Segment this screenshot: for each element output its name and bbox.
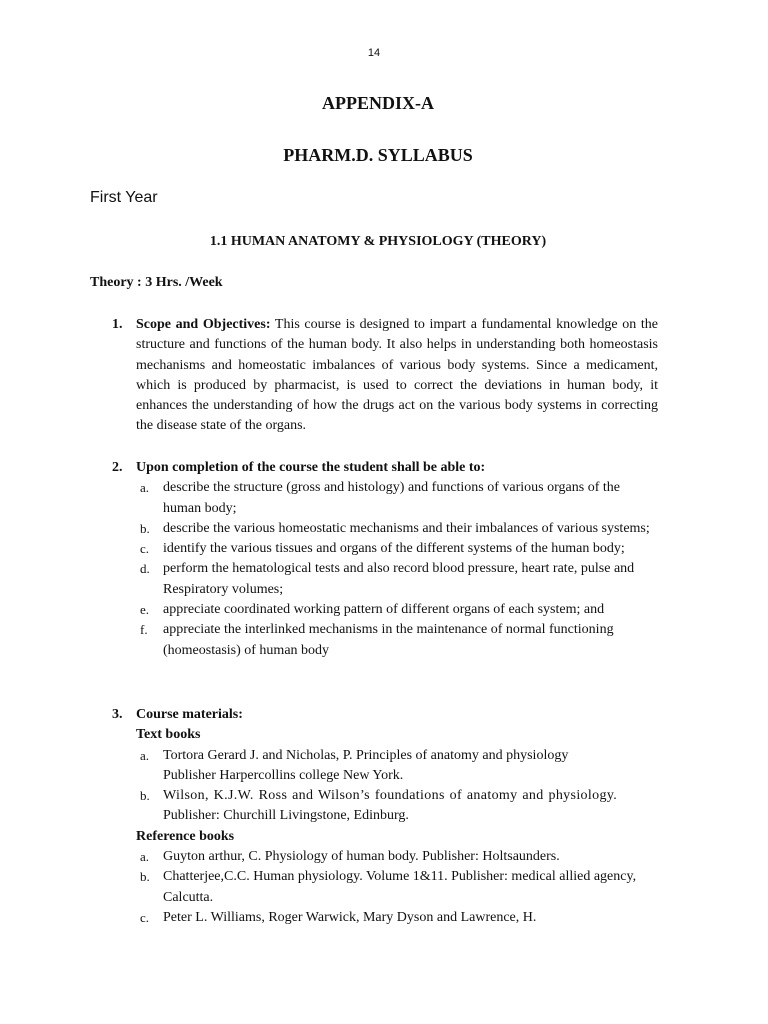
- list-item-text: appreciate the interlinked mechanisms in the maintenance of normal functioning (homeostasis) of human body: [163, 622, 614, 658]
- list-item: [136, 478, 658, 519]
- list-item-text: perform the hematological tests and also record blood pressure, heart rate, pulse and Respiratory volumes;: [163, 561, 635, 597]
- list-item-text: Chatterjee,C.C. Human physiology. Volume 1&11. Publisher: medical allied agency, Calcutta.: [163, 869, 637, 905]
- list-letter: f.: [140, 622, 148, 638]
- list-item: [136, 539, 658, 559]
- list-letter: b.: [140, 520, 150, 536]
- section-course-materials: [112, 705, 658, 928]
- list-item: [136, 786, 658, 827]
- book-publisher: Publisher: Churchill Livingstone, Edinburg.: [163, 808, 409, 824]
- list-letter: a.: [140, 849, 150, 865]
- list-letter: a.: [140, 480, 150, 496]
- appendix-title: APPENDIX-A: [322, 93, 434, 113]
- list-item: [136, 908, 658, 928]
- list-letter: e.: [140, 602, 150, 618]
- section-number: 2.: [112, 460, 123, 475]
- section-title: Upon completion of the course the student shall be able to:: [136, 460, 486, 475]
- list-letter: d.: [140, 561, 150, 577]
- list-item: [136, 847, 658, 867]
- subject-title: 1.1 HUMAN ANATOMY & PHYSIOLOGY (THEORY): [209, 234, 547, 249]
- section-body: [136, 315, 658, 437]
- section-title: Course materials:: [136, 707, 243, 722]
- section-number: 3.: [112, 707, 123, 722]
- list-item: [136, 620, 658, 661]
- list-item: [136, 559, 658, 600]
- references-list: [136, 847, 658, 928]
- list-item-text: describe the various homeostatic mechanisms and their imbalances of various systems;: [163, 520, 650, 536]
- textbooks-list: [136, 746, 658, 827]
- list-item: [136, 600, 658, 620]
- list-item: [136, 746, 658, 787]
- book-citation: Tortora Gerard J. and Nicholas, P. Principles of anatomy and physiology: [163, 747, 569, 763]
- section-scope-objectives: [112, 315, 658, 437]
- year-heading: First Year: [90, 189, 158, 206]
- list-item-text: describe the structure (gross and histology) and functions of various organs of the human body;: [163, 480, 620, 516]
- section-body: [136, 705, 658, 928]
- list-letter: b.: [140, 788, 150, 804]
- list-letter: c.: [140, 909, 150, 925]
- list-letter: a.: [140, 747, 150, 763]
- section-learning-outcomes: [112, 458, 658, 661]
- page-number: 14: [367, 47, 381, 59]
- list-letter: b.: [140, 869, 150, 885]
- section-title: Scope and Objectives:: [136, 317, 271, 332]
- section-number: 1.: [112, 317, 123, 332]
- section-body: [136, 458, 658, 661]
- list-item-text: appreciate coordinated working pattern of different organs of each system; and: [163, 602, 605, 618]
- textbooks-heading: Text books: [136, 727, 201, 743]
- outcomes-list: [136, 478, 658, 661]
- list-item: [136, 519, 658, 539]
- book-citation: Wilson, K.J.W. Ross and Wilson’s foundations of anatomy and physiology.: [163, 788, 618, 804]
- list-item-text: Guyton arthur, C. Physiology of human body. Publisher: Holtsaunders.: [163, 849, 560, 865]
- list-item: [136, 867, 658, 908]
- list-item-text: identify the various tissues and organs of the different systems of the human body;: [163, 541, 625, 557]
- syllabus-title: PHARM.D. SYLLABUS: [283, 145, 473, 165]
- list-item-text: Peter L. Williams, Roger Warwick, Mary Dyson and Lawrence, H.: [163, 909, 537, 925]
- section-text: This course is designed to impart a fundamental knowledge on the structure and functions of the human body. It also helps in understanding both homeostasis mechanisms and homeostatic imbalances of various body systems. Since a medicament, which is produced by pharmacist, is used to correct the deviations in human body, it enhances the understanding of how the drugs act on the various body systems in correcting the disease state of the organs.: [136, 317, 658, 434]
- book-publisher: Publisher Harpercollins college New York.: [163, 767, 404, 783]
- list-letter: c.: [140, 541, 150, 557]
- reference-heading: Reference books: [136, 828, 235, 844]
- theory-hours: Theory : 3 Hrs. /Week: [90, 275, 223, 290]
